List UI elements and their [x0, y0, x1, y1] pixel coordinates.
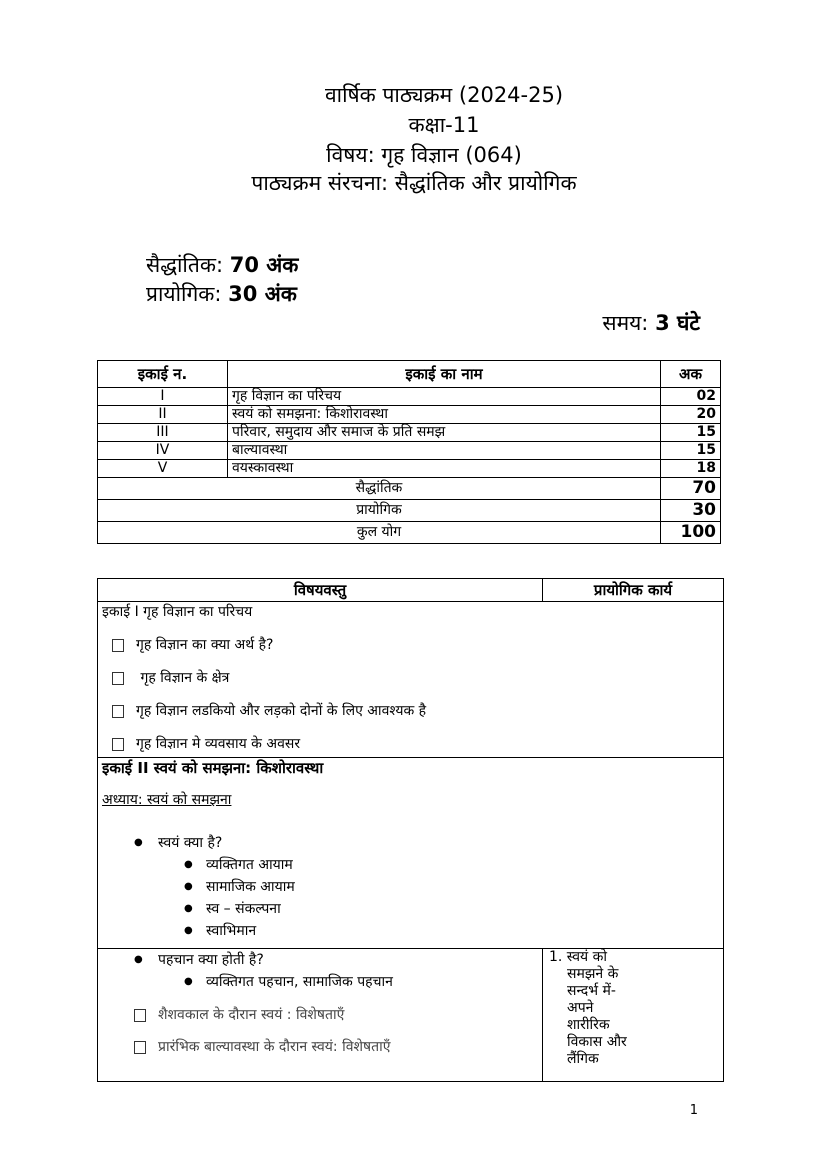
table-row: I गृह विज्ञान का परिचय 02 — [98, 388, 721, 406]
list-item: ● सामाजिक आयाम — [102, 876, 719, 898]
content-header-row — [98, 579, 724, 602]
unit2-row — [98, 758, 724, 949]
unit2-chapter: अध्याय: स्वयं को समझना — [102, 792, 232, 808]
units-table — [97, 360, 721, 544]
unit3-list — [102, 949, 538, 993]
col-content: विषयवस्तु — [98, 579, 543, 602]
list-item: गृह विज्ञान लडकियो और लड़को दोनों के लिए आवश्यक है — [102, 701, 719, 721]
list-item: ● पहचान क्या होती है? — [102, 949, 538, 971]
table-row: IV बाल्यावस्था 15 — [98, 442, 721, 460]
col-unit-name: इकाई का नाम — [228, 361, 661, 388]
unit1-row — [98, 602, 724, 758]
practical-cell: 1. स्वयं को समझने के सन्दर्भ में- अपने शारीरिक विकास और लैंगिक — [543, 949, 724, 1082]
checkbox-bullet-icon — [112, 639, 124, 652]
list-item: गृह विज्ञान का क्या अर्थ है? — [102, 635, 719, 655]
table-row: II स्वयं को समझना: किशोरावस्था 20 — [98, 406, 721, 424]
checkbox-bullet-icon — [134, 1009, 146, 1022]
checkbox-bullet-icon — [134, 1041, 146, 1054]
list-item: ● व्यक्तिगत आयाम — [102, 854, 719, 876]
total-theory-row: सैद्धांतिक 70 — [98, 478, 721, 500]
grand-total-row: कुल योग 100 — [98, 522, 721, 544]
col-unit-no: इकाई न. — [98, 361, 228, 388]
checkbox-bullet-icon — [112, 705, 124, 718]
list-item: ● स्वयं क्या है? — [102, 832, 719, 854]
title-subject: विषय: गृह विज्ञान (064) — [326, 143, 522, 167]
list-item: ● व्यक्तिगत पहचान, सामाजिक पहचान — [102, 971, 538, 993]
theory-marks: सैद्धांतिक: 70 अंक — [146, 253, 299, 277]
practical-marks: प्रायोगिक: 30 अंक — [146, 282, 297, 306]
checkbox-bullet-icon — [112, 738, 124, 751]
unit1-title: इकाई I गृह विज्ञान का परिचय — [102, 604, 253, 620]
list-item: प्रारंभिक बाल्यावस्था के दौरान स्वयं: विशेषताएँ — [102, 1037, 538, 1057]
table-row: V वयस्कावस्था 18 — [98, 460, 721, 478]
table-row: III परिवार, समुदाय और समाज के प्रति समझ 15 — [98, 424, 721, 442]
list-item: ● स्वाभिमान — [102, 920, 719, 942]
unit3-row — [98, 949, 724, 1082]
list-item: गृह विज्ञान के क्षेत्र — [102, 668, 719, 688]
unit2-list — [102, 832, 719, 942]
list-item: शैशवकाल के दौरान स्वयं : विशेषताएँ — [102, 1005, 538, 1025]
title-class: कक्षा-11 — [408, 113, 480, 137]
unit2-title: इकाई II स्वयं को समझना: किशोरावस्था — [102, 759, 324, 777]
col-marks: अक — [661, 361, 721, 388]
col-practical: प्रायोगिक कार्य — [543, 579, 724, 602]
list-item: गृह विज्ञान मे व्यवसाय के अवसर — [102, 734, 719, 754]
title-line1: वार्षिक पाठ्यक्रम (2024-25) — [324, 83, 564, 107]
units-header-row — [98, 361, 721, 388]
content-table — [97, 578, 724, 1082]
title-structure: पाठ्यक्रम संरचना: सैद्धांतिक और प्रायोगिक — [251, 171, 577, 195]
page-number: 1 — [689, 1103, 698, 1118]
checkbox-bullet-icon — [112, 672, 124, 685]
total-practical-row: प्रायोगिक 30 — [98, 500, 721, 522]
list-item: ● स्व – संकल्पना — [102, 898, 719, 920]
exam-time: समय: 3 घंटे — [602, 311, 700, 335]
